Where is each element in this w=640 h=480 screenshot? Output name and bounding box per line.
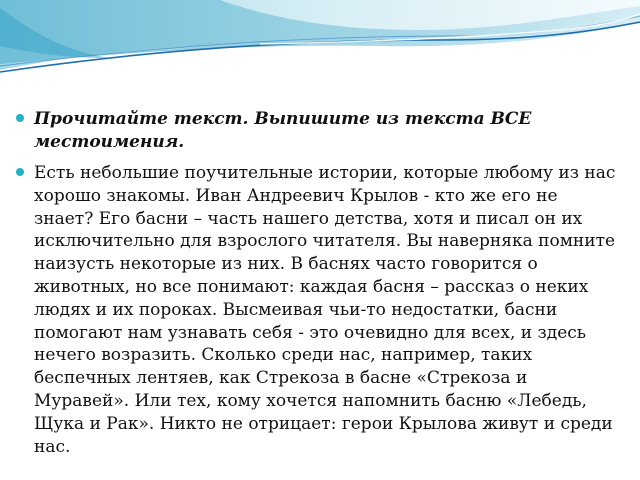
bullet-item-text (16, 162, 616, 458)
bullet-item-task (16, 108, 616, 154)
bullet-dot-icon (16, 114, 24, 122)
task-instruction: Прочитайте текст. Выпишите из текста ВСЕ местоимения. (34, 109, 532, 152)
bullet-list (16, 108, 616, 466)
bullet-dot-icon (16, 168, 24, 176)
header-wave-decoration (0, 0, 640, 80)
fable-passage: Есть небольшие поучительные истории, которые любому из нас хорошо знакомы. Иван Андреевич Крылов - кто же его не знает? Его басни – часть нашего детства, хотя и писал он их исключительно для взрослого читателя. Вы наверняка помните наизусть некоторые из них. В баснях часто говорится о животных, но все понимают: каждая басня – рассказ о неких людях и их пороках. Высмеивая чьи-то недостатки, басни помогают нам узнавать себя - это очевидно для всех, и здесь нечего возразить. Сколько среди нас, например, таких беспечных лентяев, как Стрекоза в басне «Стрекоза и Муравей». Или тех, кому хочется напомнить басню «Лебедь, Щука и Рак». Никто не отрицает: герои Крылова живут и среди нас. (34, 163, 616, 457)
